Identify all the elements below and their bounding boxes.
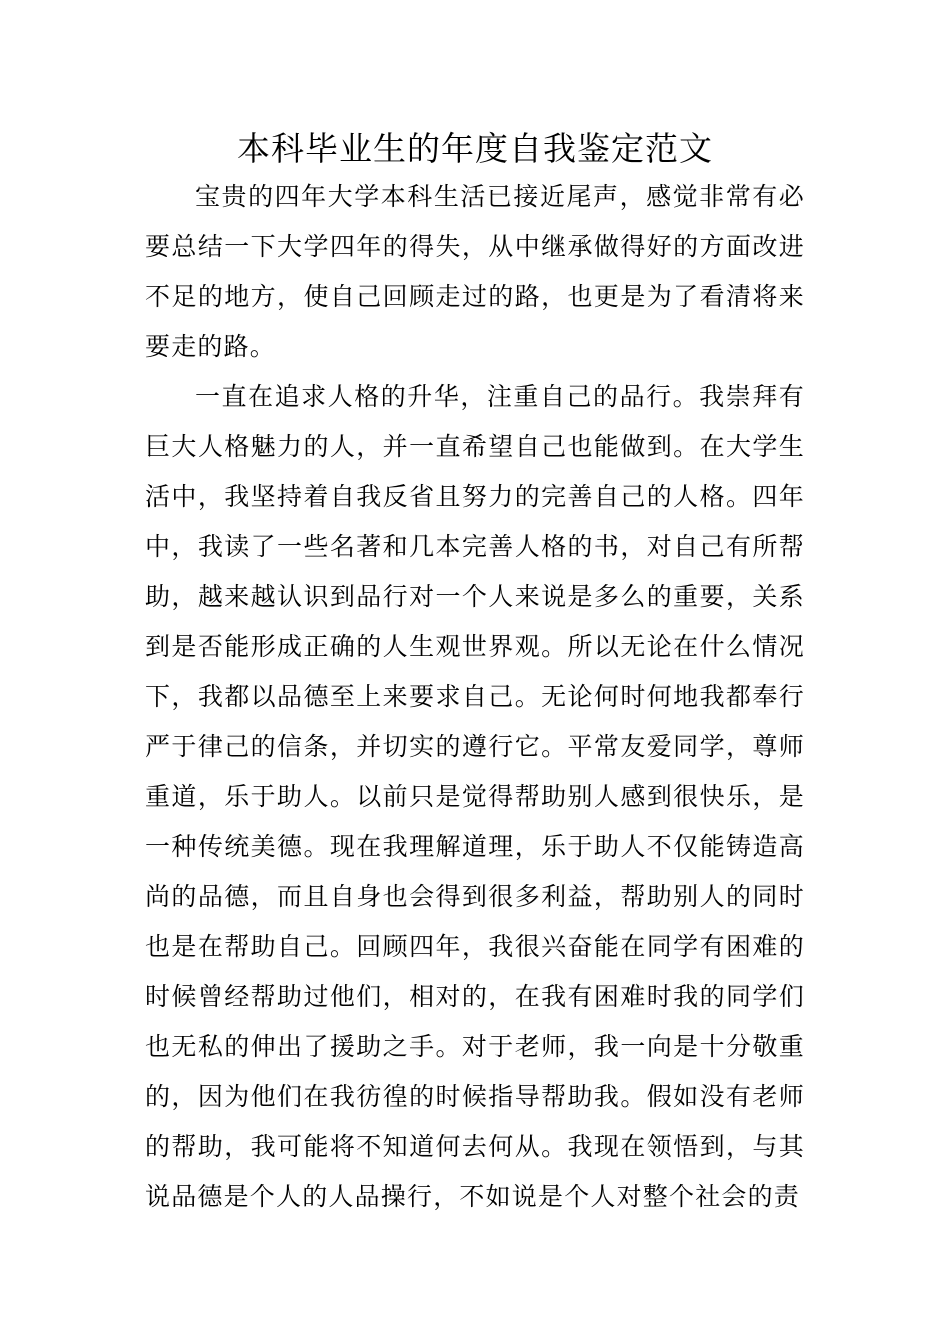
paragraph-intro: 宝贵的四年大学本科生活已接近尾声，感觉非常有必要总结一下大学四年的得失，从中继承做得好的方面改进不足的地方，使自己回顾走过的路，也更是为了看清将来要走的路。: [145, 182, 805, 361]
document-title: 本科毕业生的年度自我鉴定范文: [237, 129, 713, 168]
paragraph-character: 一直在追求人格的升华，注重自己的品行。我崇拜有巨大人格魅力的人，并一直希望自己也能做到。在大学生活中，我坚持着自我反省且努力的完善自己的人格。四年中，我读了一些名著和几本完善人格的书，对自己有所帮助，越来越认识到品行对一个人来说是多么的重要，关系到是否能形成正确的人生观世界观。所以无论在什么情况下，我都以品德至上来要求自己。无论何时何地我都奉行严于律己的信条，并切实的遵行它。平常友爱同学，尊师重道，乐于助人。以前只是觉得帮助别人感到很快乐，是一种传统美德。现在我理解道理，乐于助人不仅能铸造高尚的品德，而且自身也会得到很多利益，帮助别人的同时也是在帮助自己。回顾四年，我很兴奋能在同学有困难的时候曾经帮助过他们，相对的，在我有困难时我的同学们也无私的伸出了援助之手。对于老师，我一向是十分敬重的，因为他们在我彷徨的时候指导帮助我。假如没有老师的帮助，我可能将不知道何去何从。我现在领悟到，与其说品德是个人的人品操行，不如说是个人对整个社会的责: [145, 382, 805, 1211]
document-page: [145, 126, 805, 1222]
